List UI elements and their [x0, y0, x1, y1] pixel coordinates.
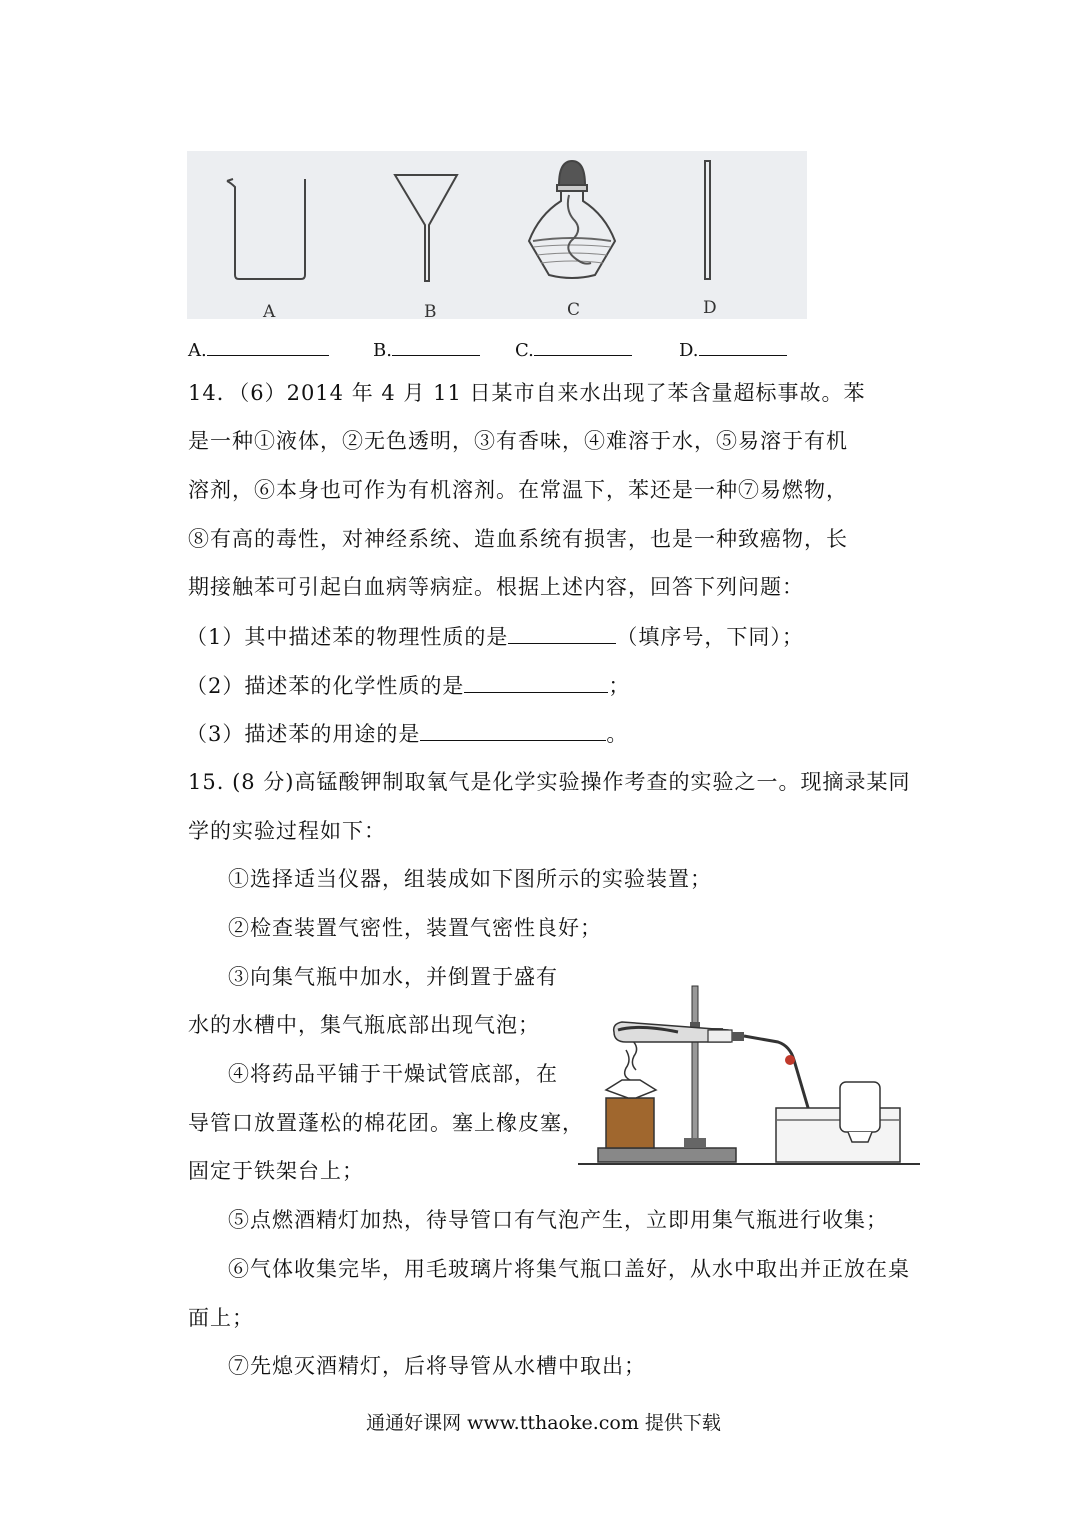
q14-sub2-suffix: ；	[608, 674, 631, 698]
answer-c-label: C.	[515, 340, 534, 361]
q14-sub3-blank[interactable]	[420, 718, 606, 741]
answer-a	[188, 333, 329, 364]
q14-sub3-prefix: （3）描述苯的用途的是	[186, 722, 421, 746]
figure-label-c: C	[567, 300, 581, 320]
answer-c-blank[interactable]	[534, 333, 632, 356]
q15-step-3a: ③向集气瓶中加水，并倒置于盛有	[228, 965, 558, 989]
glass-rod-icon	[705, 161, 710, 279]
instrument-figure	[187, 151, 807, 322]
q15-step-6b: 面上；	[188, 1306, 254, 1330]
beaker-icon	[227, 179, 305, 279]
q14-line-5: 期接触苯可引起白血病等病症。根据上述内容，回答下列问题：	[188, 575, 804, 599]
figure-label-a: A	[263, 302, 276, 322]
q14-line-2: 是一种①液体，②无色透明，③有香味，④难溶于水，⑤易溶于有机	[188, 429, 848, 453]
q14-sub2-blank[interactable]	[464, 670, 608, 693]
q14-sub3	[186, 718, 628, 749]
q14-line-3: 溶剂，⑥本身也可作为有机溶剂。在常温下，苯还是一种⑦易燃物，	[188, 478, 848, 502]
q14-sub2-prefix: （2）描述苯的化学性质的是	[186, 674, 465, 698]
q14-sub1-prefix: （1）其中描述苯的物理性质的是	[186, 625, 509, 649]
oxygen-apparatus-figure	[578, 980, 923, 1170]
answer-b-label: B.	[373, 340, 392, 361]
test-tube-icon	[614, 1022, 744, 1042]
rubber-joint-icon	[785, 1055, 795, 1065]
answer-d-label: D.	[679, 340, 699, 361]
q14-line-4: ⑧有高的毒性，对神经系统、造血系统有损害，也是一种致癌物，长	[188, 527, 848, 551]
answer-b-blank[interactable]	[392, 333, 480, 356]
q15-step-6a: ⑥气体收集完毕，用毛玻璃片将集气瓶口盖好，从水中取出并正放在桌	[228, 1257, 910, 1281]
page-footer: 通通好课网 www.tthaoke.com 提供下载	[366, 1412, 721, 1434]
q15-step-5: ⑤点燃酒精灯加热，待导管口有气泡产生，立即用集气瓶进行收集；	[228, 1208, 888, 1232]
q15-step-4a: ④将药品平铺于干燥试管底部，在	[228, 1062, 558, 1086]
q15-line-2: 学的实验过程如下：	[188, 819, 386, 843]
instrument-drawings	[187, 151, 807, 319]
q14-sub2	[186, 670, 630, 701]
answer-c	[515, 333, 632, 364]
q15-step-7: ⑦先熄灭酒精灯，后将导管从水槽中取出；	[228, 1354, 646, 1378]
alcohol-lamp-icon	[606, 1040, 656, 1098]
q14-sub1	[186, 621, 804, 652]
figure-label-d: D	[703, 298, 717, 318]
q14-sub1-blank[interactable]	[508, 621, 616, 644]
water-trough-icon	[776, 1108, 900, 1162]
figure-label-b: B	[424, 302, 437, 322]
q14-sub1-suffix: （填序号，下同）；	[616, 625, 804, 649]
answer-b	[373, 333, 480, 364]
q15-step-4c: 固定于铁架台上；	[188, 1159, 364, 1183]
q15-step-3b: 水的水槽中，集气瓶底部出现气泡；	[188, 1013, 540, 1037]
answer-d	[679, 333, 787, 364]
oxygen-apparatus-drawing	[578, 980, 923, 1170]
answer-a-label: A.	[188, 340, 207, 361]
answer-d-blank[interactable]	[699, 333, 787, 356]
q14-sub3-suffix: 。	[606, 722, 629, 746]
q15-step-2: ②检查装置气密性，装置气密性良好；	[228, 916, 602, 940]
answer-a-blank[interactable]	[207, 333, 329, 356]
alcohol-lamp-icon	[529, 161, 615, 278]
wood-block-icon	[606, 1098, 654, 1148]
q15-step-4b: 导管口放置蓬松的棉花团。塞上橡皮塞，	[188, 1111, 584, 1135]
funnel-icon	[395, 175, 457, 281]
q15-line-1: 15. (8 分)高锰酸钾制取氧气是化学实验操作考查的实验之一。现摘录某同	[188, 770, 911, 794]
q15-step-1: ①选择适当仪器，组装成如下图所示的实验装置；	[228, 867, 712, 891]
q14-line-1: 14．（6）2014 年 4 月 11 日某市自来水出现了苯含量超标事故。苯	[188, 381, 866, 405]
